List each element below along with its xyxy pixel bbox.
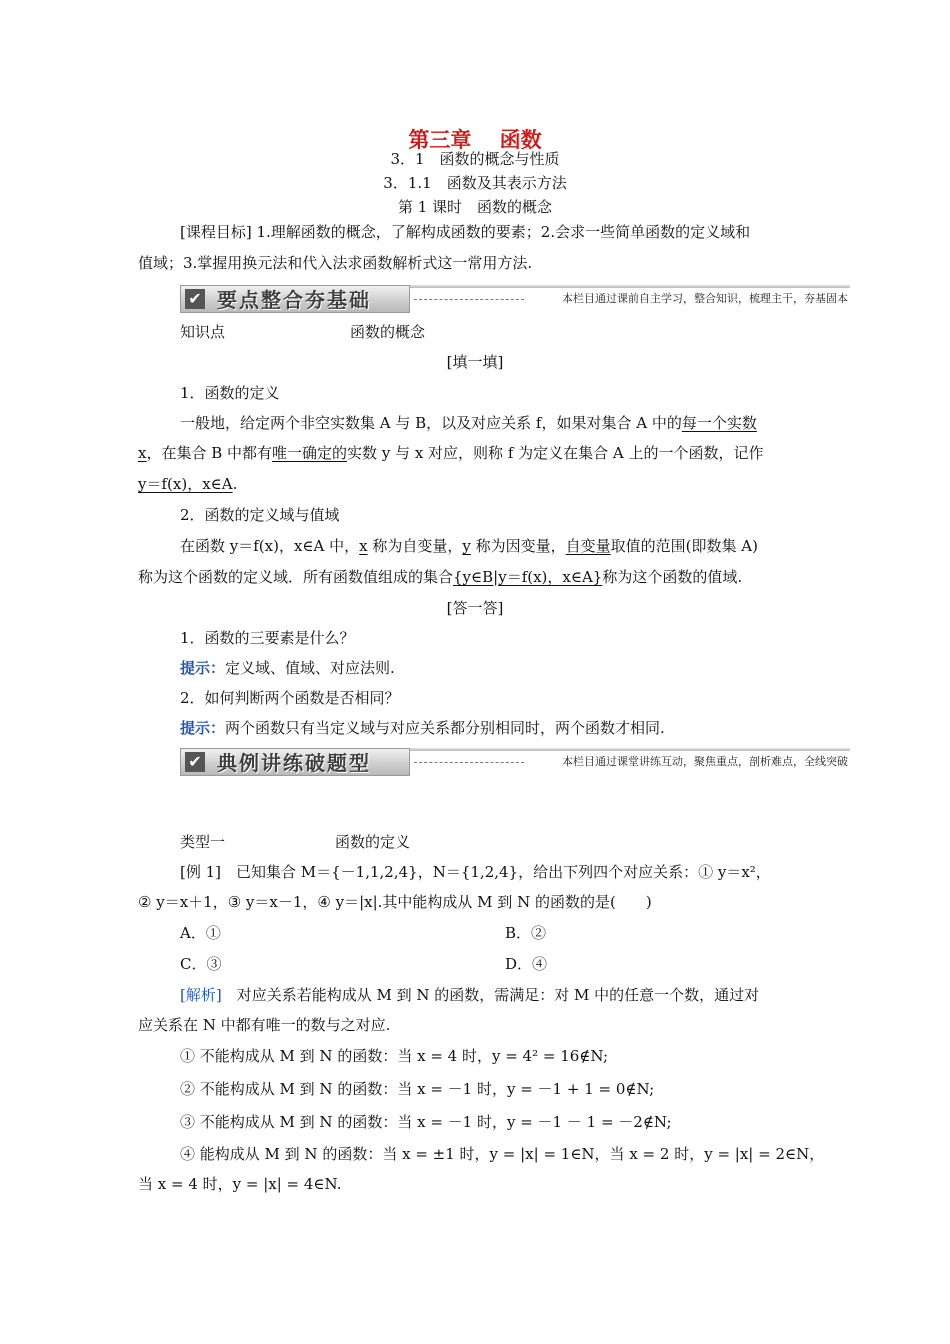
text: 定义域、值域、对应法则.: [225, 659, 395, 677]
domain-line-1: [180, 536, 758, 556]
text: 两个函数只有当定义域与对应关系都分别相同时，两个函数才相同.: [225, 719, 665, 737]
analysis-line-1: [180, 985, 759, 1005]
answer-2: [180, 718, 665, 738]
domain-heading: 2．函数的定义域与值域: [180, 506, 340, 524]
banner-rule: [410, 748, 850, 751]
example-line-1: [例 1] 已知集合 M＝{－1,1,2,4}，N＝{1,2,4}，给出下列四个对应关系：① y＝x²，: [180, 863, 771, 881]
banner-title: 要点整合夯基础: [217, 288, 371, 312]
hint-label: 提示：: [180, 719, 226, 737]
text: 在函数 y＝f(x)，x∈A 中，: [180, 537, 360, 555]
text: .: [232, 475, 238, 493]
lesson-title: 第 1 课时 函数的概念: [397, 198, 553, 216]
definition-line-2: [138, 443, 764, 463]
text: 取值的范围(即数集 A): [610, 537, 758, 555]
text: 称为这个函数的值域.: [602, 568, 743, 586]
course-goals-line-1: [课程目标] 1.理解函数的概念，了解构成函数的要素；2.会求一些简单函数的定义域和: [180, 223, 751, 241]
fill-heading: [填一填]: [446, 353, 504, 371]
chapter-title: 第三章 函数: [408, 127, 542, 152]
blank-answer: y＝f(x)，x∈A: [138, 475, 233, 493]
knowledge-topic: 函数的概念: [350, 323, 426, 341]
blank-answer: {y∈B|y＝f(x)，x∈A}: [453, 568, 603, 586]
blank-answer: y: [462, 537, 471, 555]
blank-answer: 每一个实数: [681, 414, 757, 432]
case-1: ① 不能构成从 M 到 N 的函数：当 x = 4 时，y = 4² = 16∉N;: [180, 1047, 609, 1065]
text: 称为自变量，: [367, 537, 463, 555]
section-banner-basics: [180, 285, 850, 313]
definition-line-1: [180, 413, 757, 433]
subsection-title: 3．1.1 函数及其表示方法: [383, 174, 567, 192]
definition-heading: 1．函数的定义: [180, 384, 280, 402]
text: 称为这个函数的定义域．所有函数值组成的集合: [138, 568, 454, 586]
text: 对应关系若能构成从 M 到 N 的函数，需满足：对 M 中的任意一个数，通过对: [221, 986, 760, 1004]
option-b: B．②: [505, 924, 547, 942]
blank-answer: x: [359, 537, 368, 555]
case-4-line-2: 当 x = 4 时，y = |x| = 4∈N.: [138, 1175, 342, 1193]
qa-heading: [答一答]: [446, 599, 504, 617]
type-topic: 函数的定义: [335, 833, 411, 851]
domain-line-2: [138, 567, 742, 587]
type-label: 类型一: [180, 833, 226, 851]
checkmark-icon: ✔: [185, 289, 205, 309]
case-4-line-1: ④ 能构成从 M 到 N 的函数：当 x = ±1 时，y = |x| = 1∈N，当 x = 2 时，y = |x| = 2∈N，: [180, 1145, 825, 1163]
text: ，在集合 B 中都有: [146, 444, 273, 462]
case-3: ③ 不能构成从 M 到 N 的函数：当 x = －1 时，y = －1 － 1 = －2∉N;: [180, 1113, 672, 1131]
option-c: C．③: [180, 955, 222, 973]
analysis-line-2: 应关系在 N 中都有唯一的数与之对应.: [138, 1016, 391, 1034]
definition-line-3: [138, 474, 237, 494]
banner-box: [180, 748, 410, 776]
answer-1: [180, 658, 395, 678]
knowledge-label: 知识点: [180, 323, 226, 341]
example-line-2: ② y＝x＋1，③ y＝x－1，④ y＝|x|.其中能构成从 M 到 N 的函数的是( ): [138, 893, 652, 911]
option-d: D．④: [505, 955, 548, 973]
blank-answer: 自变量: [565, 537, 611, 555]
banner-dash: [414, 299, 524, 300]
course-goals-line-2: 值域；3.掌握用换元法和代入法求函数解析式这一常用方法.: [138, 254, 533, 272]
text: 一般地，给定两个非空实数集 A 与 B，以及对应关系 f，如果对集合 A 中的: [180, 414, 682, 432]
question-1: 1．函数的三要素是什么？: [180, 629, 355, 647]
banner-title: 典例讲练破题型: [217, 751, 371, 775]
analysis-label: [解析]: [180, 986, 222, 1004]
banner-dash: [414, 762, 524, 763]
section-banner-examples: [180, 748, 850, 776]
text: 称为因变量，: [470, 537, 566, 555]
section-title: 3．1 函数的概念与性质: [390, 150, 560, 168]
banner-note: 本栏目通过课堂讲练互动，聚焦重点，剖析难点，全线突破: [562, 755, 848, 768]
question-2: 2．如何判断两个函数是否相同？: [180, 689, 400, 707]
hint-label: 提示：: [180, 659, 226, 677]
checkmark-icon: ✔: [185, 752, 205, 772]
option-a: A．①: [180, 924, 221, 942]
case-2: ② 不能构成从 M 到 N 的函数：当 x = －1 时，y = －1 + 1 = 0∉N;: [180, 1080, 655, 1098]
banner-note: 本栏目通过课前自主学习，整合知识，梳理主干，夯基固本: [562, 292, 848, 305]
banner-box: [180, 285, 410, 313]
blank-answer: 唯一确定的: [272, 444, 348, 462]
blank-answer: x: [138, 444, 147, 462]
text: 实数 y 与 x 对应，则称 f 为定义在集合 A 上的一个函数，记作: [347, 444, 764, 462]
banner-rule: [410, 285, 850, 288]
